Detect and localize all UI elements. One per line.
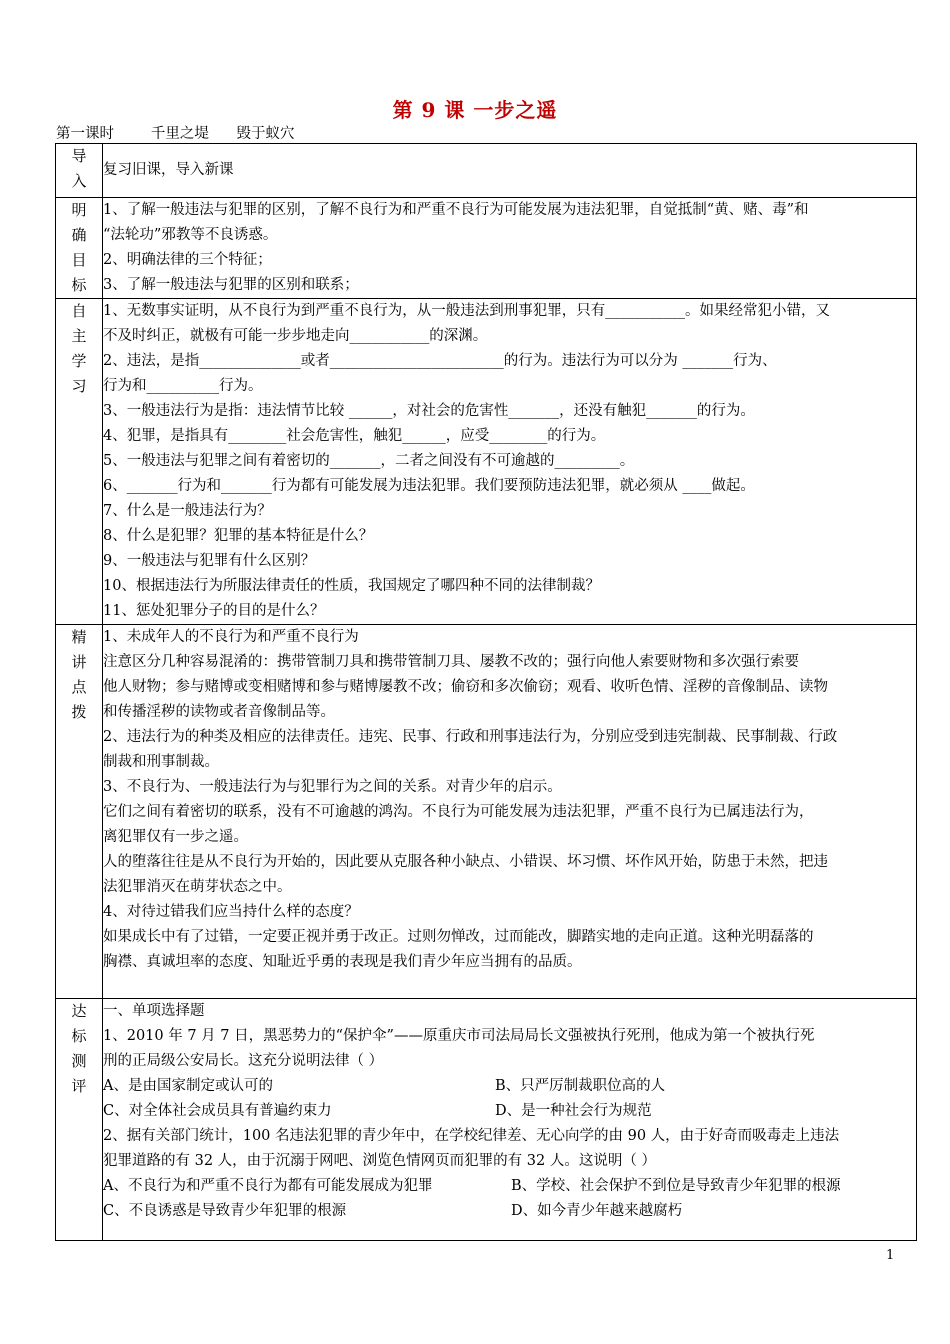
question-text: 犯罪道路的有 32 人，由于沉溺于网吧、浏览色情网页而犯罪的有 32 人。这说明（ ） [103,1153,656,1169]
text-line: 行为和__________行为。 [103,378,263,394]
option-row [103,1074,916,1099]
question-text: 2、据有关部门统计，100 名违法犯罪的青少年中，在学校纪律差、无心向学的由 90 人，由于好奇而吸毒走上违法 [103,1128,840,1144]
text-line: 它们之间有着密切的联系，没有不可逾越的鸿沟。不良行为可能发展为违法犯罪，严重不良行为已属违法行为， [103,804,814,820]
section-label-assess: 达 标 测 评 [56,999,103,1241]
option: D、是一种社会行为规范 [495,1103,652,1119]
option: A、是由国家制定或认可的 [103,1078,273,1094]
text-line: 1、无数事实证明，从不良行为到严重不良行为，从一般违法到刑事犯罪，只有___________。如果经常犯小错，又 [103,303,830,319]
question-text: 1、2010 年 7 月 7 日，黑恶势力的“保护伞”——原重庆市司法局局长文强被执行死刑，他成为第一个被执行死 [103,1028,815,1044]
text-line: 11、惩处犯罪分子的目的是什么？ [103,603,325,619]
text-line: 2、违法行为的种类及相应的法律责任。违宪、民事、行政和刑事违法行为，分别应受到违宪制裁、民事制裁、行政 [103,729,838,745]
text-line: 4、犯罪，是指具有________社会危害性，触犯______，应受________的行为。 [103,428,606,444]
text-line: 法犯罪消灭在萌芽状态之中。 [103,879,292,895]
row-assess [56,999,917,1241]
option: C、对全体社会成员具有普遍约束力 [103,1103,332,1119]
text-line: 3、一般违法行为是指：违法情节比较 ______，对社会的危害性_______，还没有触犯_______的行为。 [103,403,755,419]
text-line: 2、明确法律的三个特征； [103,252,272,268]
text-line: “法轮功”邪教等不良诱惑。 [103,227,278,243]
text-line: 4、对待过错我们应当持什么样的态度？ [103,904,359,920]
option: B、学校、社会保护不到位是导致青少年犯罪的根源 [511,1178,841,1194]
text-line: 和传播淫秽的读物或者音像制品等。 [103,704,335,720]
text-line: 9、一般违法与犯罪有什么区别？ [103,553,316,569]
text-line: 6、_______行为和_______行为都有可能发展为违法犯罪。我们要预防违法犯罪，就必须从 ____做起。 [103,478,755,494]
section-label-intro: 导 入 [56,144,103,198]
text-line: 胸襟、真诚坦率的态度、知耻近乎勇的表现是我们青少年应当拥有的品质。 [103,954,582,970]
page-number: 1 [886,1248,895,1263]
row-goals [56,198,917,299]
lesson-title: 第 9 课 一步之遥 [392,98,558,122]
option: B、只严厉制裁职位高的人 [495,1078,666,1094]
text-line: 7、什么是一般违法行为？ [103,503,272,519]
text-line: 1、了解一般违法与犯罪的区别，了解不良行为和严重不良行为可能发展为违法犯罪，自觉抵制“黄、赌、毒”和 [103,202,809,218]
text-line: 3、不良行为、一般违法行为与犯罪行为之间的关系。对青少年的启示。 [103,779,562,795]
option: D、如今青少年越来越腐朽 [511,1203,683,1219]
text-line: 不及时纠正，就极有可能一步步地走向___________的深渊。 [103,328,488,344]
section-label-goals: 明 确 目 标 [56,198,103,299]
text-line: 5、一般违法与犯罪之间有着密切的_______，二者之间没有不可逾越的_________。 [103,453,635,469]
text-line: 8、什么是犯罪？犯罪的基本特征是什么？ [103,528,374,544]
section-heading: 一、单项选择题 [103,1003,205,1019]
row-intro [56,144,917,198]
text-line: 制裁和刑事制裁。 [103,754,219,770]
text-line: 10、根据违法行为所服法律责任的性质，我国规定了哪四种不同的法律制裁？ [103,578,600,594]
question-text: 刑的正局级公安局长。这充分说明法律（ ） [103,1053,384,1069]
text-line: 复习旧课，导入新课 [103,162,234,178]
text-line: 如果成长中有了过错，一定要正视并勇于改正。过则勿惮改，过而能改，脚踏实地的走向正道。这种光明磊落的 [103,929,814,945]
text-line: 3、了解一般违法与犯罪的区别和联系； [103,277,359,293]
section-label-selfstudy: 自 主 学 习 [56,299,103,625]
option-row [103,1174,916,1199]
option-row [103,1099,916,1124]
text-line: 1、未成年人的不良行为和严重不良行为 [103,629,359,645]
option: A、不良行为和严重不良行为都有可能发展成为犯罪 [103,1178,433,1194]
row-selfstudy [56,299,917,625]
section-content-intro [103,144,917,198]
text-line: 人的堕落往往是从不良行为开始的，因此要从克服各种小缺点、小错误、坏习惯、坏作风开始，防患于未然，把违 [103,854,828,870]
text-line: 2、违法，是指______________或者________________________的行为。违法行为可以分为 _______行为、 [103,353,777,369]
section-content-explain [103,625,917,999]
option-row [103,1199,916,1224]
text-line: 注意区分几种容易混淆的：携带管制刀具和携带管制刀具、屡教不改的；强行向他人索要财物和多次强行索要 [103,654,799,670]
section-content-selfstudy [103,299,917,625]
lesson-subtitle: 第一课时 千里之堤 毁于蚁穴 [56,126,295,142]
lesson-table [55,143,917,1241]
section-label-explain: 精 讲 点 拨 [56,625,103,999]
row-explain [56,625,917,999]
text-line: 离犯罪仅有一步之遥。 [103,829,248,845]
text-line: 他人财物；参与赌博或变相赌博和参与赌博屡教不改；偷窃和多次偷窃；观看、收听色情、淫秽的音像制品、读物 [103,679,828,695]
section-content-goals [103,198,917,299]
section-content-assess [103,999,917,1241]
option: C、不良诱惑是导致青少年犯罪的根源 [103,1203,347,1219]
